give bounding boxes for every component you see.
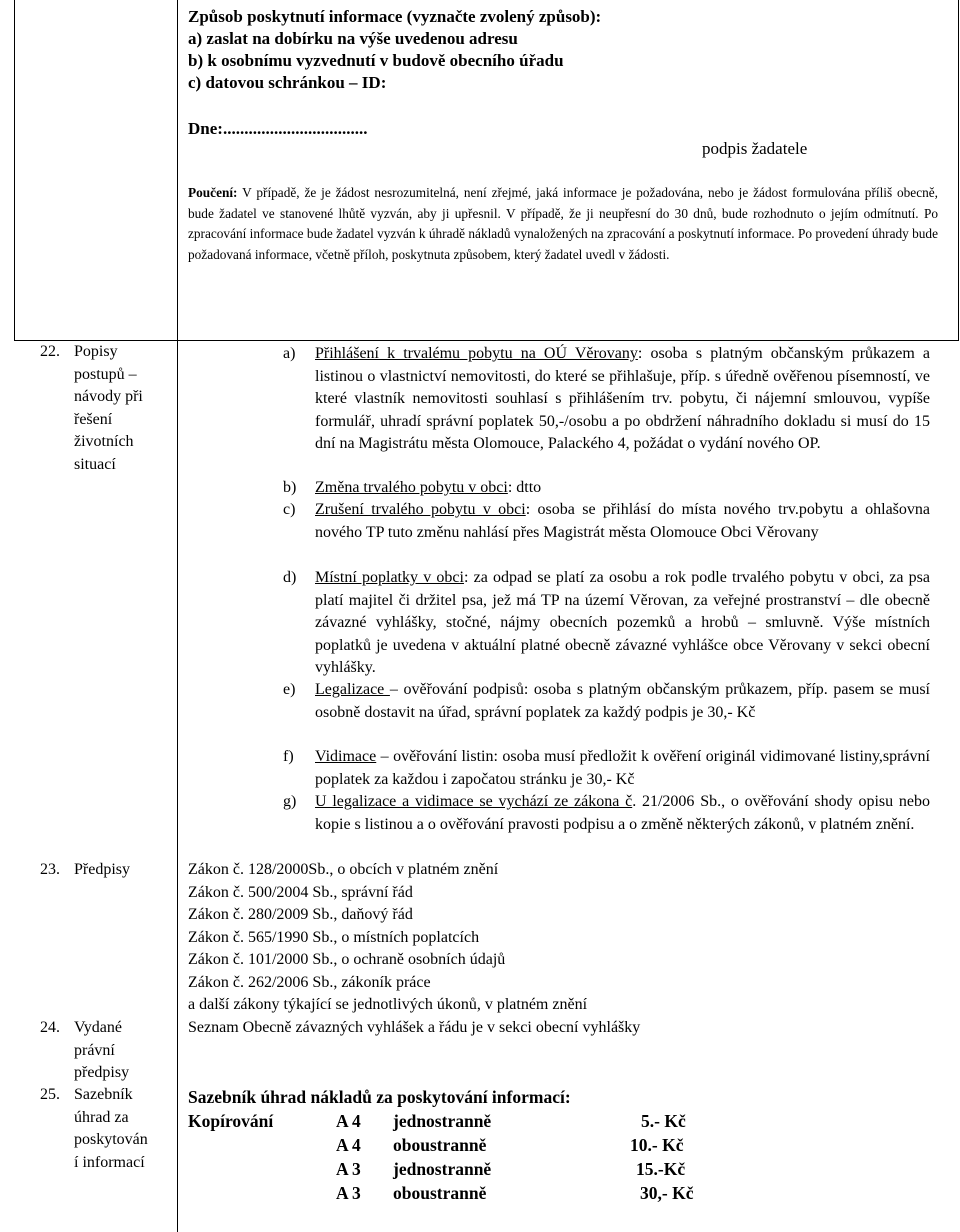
- item-text: – ověřování listin: osoba musí předložit k ověření originál vidimované listiny,správní poplatek za každou i započatou stránku je 30,- Kč: [315, 748, 930, 788]
- row-label-line: řešení: [74, 410, 113, 428]
- row-label-line: í informací: [74, 1153, 145, 1171]
- fee-mode: jednostranně: [393, 1159, 492, 1179]
- item-title: Vidimace: [315, 748, 377, 765]
- item-title: Místní poplatky v obci: [315, 569, 464, 586]
- fee-mode: jednostranně: [393, 1111, 492, 1131]
- row-label-line: úhrad za: [74, 1108, 129, 1126]
- law-item: Zákon č. 565/1990 Sb., o místních poplatcích: [188, 928, 480, 946]
- row-label-line: Vydané: [74, 1019, 122, 1036]
- fee-format: A 4: [336, 1135, 361, 1155]
- row-label-line: Popisy: [74, 343, 118, 360]
- row-label-line: poskytován: [74, 1131, 148, 1148]
- item-label: e): [283, 681, 296, 698]
- law-item: Zákon č. 128/2000Sb., o obcích v platném znění: [188, 861, 499, 878]
- item-label: c): [283, 501, 296, 518]
- law-item: Zákon č. 500/2004 Sb., správní řád: [188, 883, 413, 901]
- row-label-line: právní: [74, 1041, 115, 1059]
- fee-format: A 4: [336, 1111, 361, 1131]
- instruction-label: Poučení:: [188, 185, 238, 200]
- fee-price: 15.-Kč: [636, 1159, 686, 1179]
- fee-mode: oboustranně: [393, 1135, 487, 1155]
- item-label: a): [283, 345, 296, 362]
- delivery-method-heading: Způsob poskytnutí informace (vyznačte zvolený způsob):: [188, 7, 602, 26]
- fee-mode: oboustranně: [393, 1183, 487, 1203]
- law-item: Zákon č. 280/2009 Sb., daňový řád: [188, 906, 413, 923]
- row-number: 22.: [40, 343, 60, 360]
- fee-format: A 3: [336, 1183, 361, 1203]
- item-title: Změna trvalého pobytu v obci: [315, 479, 508, 496]
- item-text: : osoba se přihlásí do místa nového trv.pobytu a ohlašovna nového TP tuto změnu nahlásí přes Magistrát města Olomouce Obci Věrovany: [315, 501, 930, 541]
- item-text: ověřování podpisů: osoba s platným občanským průkazem, příp. pasem se musí osobně dostavit na úřad, správní poplatek za každý podpis je 30,- Kč: [315, 681, 930, 721]
- fee-price: 10.- Kč: [630, 1135, 684, 1155]
- copy-label: Kopírování: [188, 1111, 274, 1131]
- row-label-line: předpisy: [74, 1064, 130, 1081]
- item-text: : za odpad se platí za osobu a rok podle trvalého pobytu v obci, za psa platí majitel či držitel psa, jež má TP na území Věrovan, za veřejné prostranství – dle obecně závazné vyhlášky, stočné, nájmy obecních pozemků a hrobů – smluvně. Výše místních poplatků je uvedena v aktuální platné obecně závazné vyhlášce obce Věrovany v sekci obecní vyhlášky.: [315, 569, 930, 676]
- row-number: 23.: [40, 861, 60, 878]
- date-field: Dne:..................................: [188, 119, 368, 138]
- row-label-line: Sazebník: [74, 1086, 133, 1103]
- item-text: : osoba s platným občanským průkazem a listinou o vlastnictví nemovitosti, do které se přihlašuje, příp. s úředně ověřenou písemností, ve které vlastník nemovitosti souhlasí s přihlášením trv. pobytu, či nájemní smlouvou, vypíše formulář, uhradí správní poplatek 50,-/osobu a po obdržení náhradního dokladu si musí do 15 dní na Magistrátu města Olomouce, Palackého 4, požádat o vydání nového OP.: [315, 345, 930, 452]
- fee-price: 30,- Kč: [640, 1183, 694, 1203]
- fee-format: A 3: [336, 1159, 361, 1179]
- row-number: 25.: [40, 1086, 60, 1103]
- law-item: a další zákony týkající se jednotlivých úkonů, v platném znění: [188, 996, 588, 1013]
- instruction-paragraph: [188, 183, 938, 265]
- delivery-option-b: b) k osobnímu vyzvednutí v budově obecního úřadu: [188, 51, 564, 70]
- right-border: [958, 0, 959, 341]
- item-text: . 21/2006 Sb., o ověřování shody opisu nebo kopie s listinou a o ověřování pravosti podpisu a o změně některých zákonů, v platném znění.: [315, 793, 930, 833]
- delivery-option-a: a) zaslat na dobírku na výše uvedenou adresu: [188, 29, 518, 48]
- row-label-line: návody při: [74, 388, 143, 405]
- item-label: d): [283, 569, 297, 586]
- item-title: U legalizace a vidimace se vychází ze zákona č: [315, 793, 633, 810]
- item-label: f): [283, 748, 294, 765]
- column-divider: [177, 0, 178, 1232]
- item-title: Zrušení trvalého pobytu v obci: [315, 501, 526, 518]
- row-label-line: životních: [74, 433, 134, 450]
- row-label-line: situací: [74, 455, 116, 473]
- law-item: Zákon č. 262/2006 Sb., zákoník práce: [188, 973, 431, 991]
- signature-label: podpis žadatele: [702, 139, 808, 158]
- row-number: 24.: [40, 1019, 60, 1036]
- fee-table-title: Sazebník úhrad nákladů za poskytování informací:: [188, 1087, 571, 1107]
- left-border: [14, 0, 15, 341]
- delivery-option-c: c) datovou schránkou – ID:: [188, 73, 387, 92]
- row-divider: [14, 340, 959, 341]
- item-label: g): [283, 793, 297, 810]
- fee-price: 5.- Kč: [641, 1111, 686, 1131]
- instruction-text: V případě, že je žádost nesrozumitelná, není zřejmé, jaká informace je požadována, nebo je žádost formulována příliš obecně, bude žadatel ve stanovené lhůtě vyzván, aby ji upřesnil. V případě, že ji neupřesní do 30 dnů, bude rozhodnuto o jejím odmítnutí. Po zpracování informace bude žadatel vyzván k úhradě nákladů vynaložených na zpracování a poskytnutí informace. Po provedení úhrady bude požadovaná informace, včetně příloh, poskytnuta způsobem, který žadatel uvedl v žádosti.: [188, 185, 938, 262]
- row-label-line: postupů –: [74, 365, 137, 383]
- row-label-line: Předpisy: [74, 861, 130, 878]
- law-item: Zákon č. 101/2000 Sb., o ochraně osobních údajů: [188, 951, 506, 968]
- regulations-text: Seznam Obecně závazných vyhlášek a řádu je v sekci obecní vyhlášky: [188, 1019, 641, 1036]
- item-label: b): [283, 479, 297, 496]
- item-title: Přihlášení k trvalému pobytu na OÚ Věrovany: [315, 345, 638, 362]
- item-text: : dtto: [507, 479, 542, 496]
- item-title: Legalizace: [315, 681, 390, 698]
